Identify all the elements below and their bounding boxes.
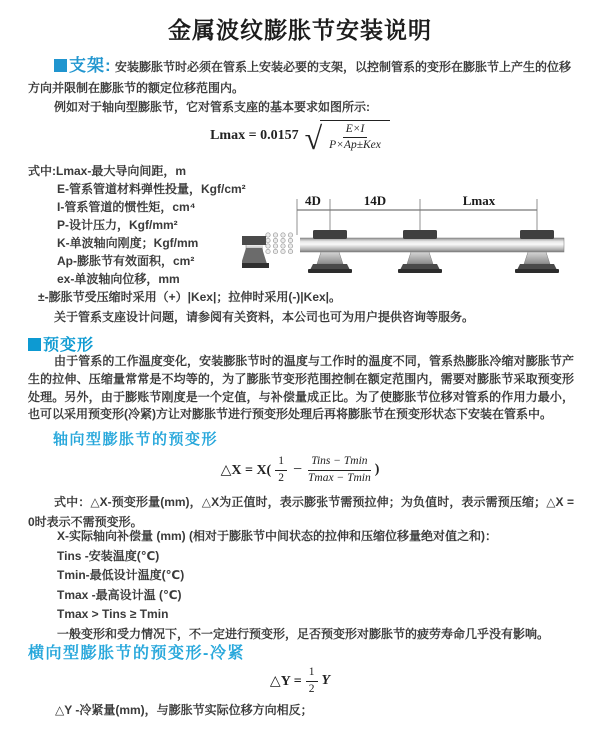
axial-item: Tmax > Tins ≥ Tmin	[57, 607, 169, 621]
variable-line: P-设计压力，Kgf/mm²	[57, 218, 178, 232]
support-note: 关于管系支座设计问题，请参阅有关资料，本公司也可为用户提供咨询等服务。	[54, 310, 475, 324]
temp-denominator: Tmax − Tmin	[308, 471, 371, 484]
sqrt-radical	[304, 120, 390, 157]
axial-item-list	[57, 527, 549, 644]
formula-pre: △Y =	[269, 673, 302, 689]
axial-item: Tins -安装温度(℃)	[57, 548, 160, 563]
half-numerator: 1	[306, 666, 318, 681]
square-bullet-icon	[28, 338, 41, 351]
formula-denominator: P×Ap±Kex	[329, 139, 381, 151]
support-heading: 支架:	[69, 56, 112, 75]
support-paragraph	[28, 55, 575, 99]
axial-explain: 式中：△X-预变形量(mm)，△X为正值时，表示膨张节需预拉伸；为负值时，表示需预压缩；△X = 0时表示不需预变形。	[28, 495, 574, 529]
variable-line: K-单波轴向刚度；Kgf/mm	[57, 236, 199, 250]
formula-post: Y	[321, 673, 331, 688]
half-numerator: 1	[275, 455, 287, 470]
axial-formula	[0, 454, 600, 486]
radical-glyph: √	[304, 120, 323, 157]
variable-line: I-管系管道的惯性矩，cm⁴	[57, 200, 196, 214]
formula-post: )	[374, 462, 380, 477]
half-denominator: 2	[308, 682, 315, 695]
formula-numerator: E×I	[343, 123, 368, 138]
minus-sign: −	[292, 461, 303, 478]
axial-subheading: 轴向型膨胀节的预变形	[53, 431, 219, 448]
predeform-heading: 预变形	[43, 337, 95, 354]
dim-label-lmax: Lmax	[462, 193, 496, 208]
formula-pre: △X = X(	[220, 462, 272, 478]
variable-line: 式中:Lmax-最大导向间距，m	[28, 164, 187, 178]
variable-line: Ap-膨胀节有效面积，cm²	[57, 254, 195, 268]
bellows-icon	[263, 233, 300, 255]
variable-line: ±-膨胀节受压缩时采用（+）|Kex|；拉伸时采用(-)|Kex|。	[38, 290, 342, 304]
axial-item: X-实际轴向补偿量 (mm) (相对于膨胀节中间状态的拉伸和压缩位移量绝对值之和)：	[57, 529, 497, 543]
dim-label-14d: 14D	[363, 193, 387, 208]
lateral-note: △Y -冷紧量(mm)，与膨胀节实际位移方向相反；	[55, 703, 313, 717]
axial-item: Tmin-最低设计温度(℃)	[57, 568, 185, 582]
axial-item: 一般变形和受力情况下，不一定进行预变形，足否预变形对膨胀节的疲劳寿命几乎没有影响。	[57, 626, 550, 641]
page-title: 金属波纹膨胀节安装说明	[168, 17, 432, 43]
lmax-formula	[0, 119, 600, 157]
dim-label-4d: 4D	[305, 193, 321, 208]
lateral-subheading: 横向型膨胀节的预变形-冷紧	[28, 645, 245, 662]
support-example-line: 例如对于轴向型膨胀节，它对管系支座的基本要求如图所示:	[54, 100, 370, 114]
axial-item: Tmax -最高设计温 (℃)	[57, 587, 182, 602]
variable-line: ex-单波轴向位移，mm	[57, 272, 180, 286]
support-intro-text: 安装膨胀节时必须在管系上安装必要的支架，以控制管系的变形在膨胀节上产生的位移方向并限制在膨胀节的额定位移范围内。	[28, 60, 572, 95]
variable-line: E-管系管道材料弹性投量，Kgf/cm²	[57, 182, 246, 196]
predeform-heading-row	[28, 332, 94, 355]
formula-lhs: Lmax = 0.0157	[210, 128, 299, 143]
lateral-formula	[0, 667, 600, 695]
square-bullet-icon	[54, 59, 67, 72]
temp-numerator: Tins − Tmin	[308, 455, 370, 470]
half-denominator: 2	[278, 471, 284, 484]
pipe-guide-diagram	[242, 192, 594, 284]
predeform-paragraph: 由于管系的工作温度变化，安装膨胀节时的温度与工作时的温度不同，管系热膨胀冷缩对膨胀节产生的拉伸、压缩量常常是不均等的，为了膨胀节变形范围控制在额定范围内，需要对膨胀节采取预变形处理。另外，由于膨账节刚度是一个定值，与补偿量成正比。为了使膨胀节位移对管系的作用力最小，也可以采用预变形(冷紧)方让对膨胀节进行预变形处理后再将膨胀节在预变形状态下安装在管系中。	[28, 354, 574, 422]
